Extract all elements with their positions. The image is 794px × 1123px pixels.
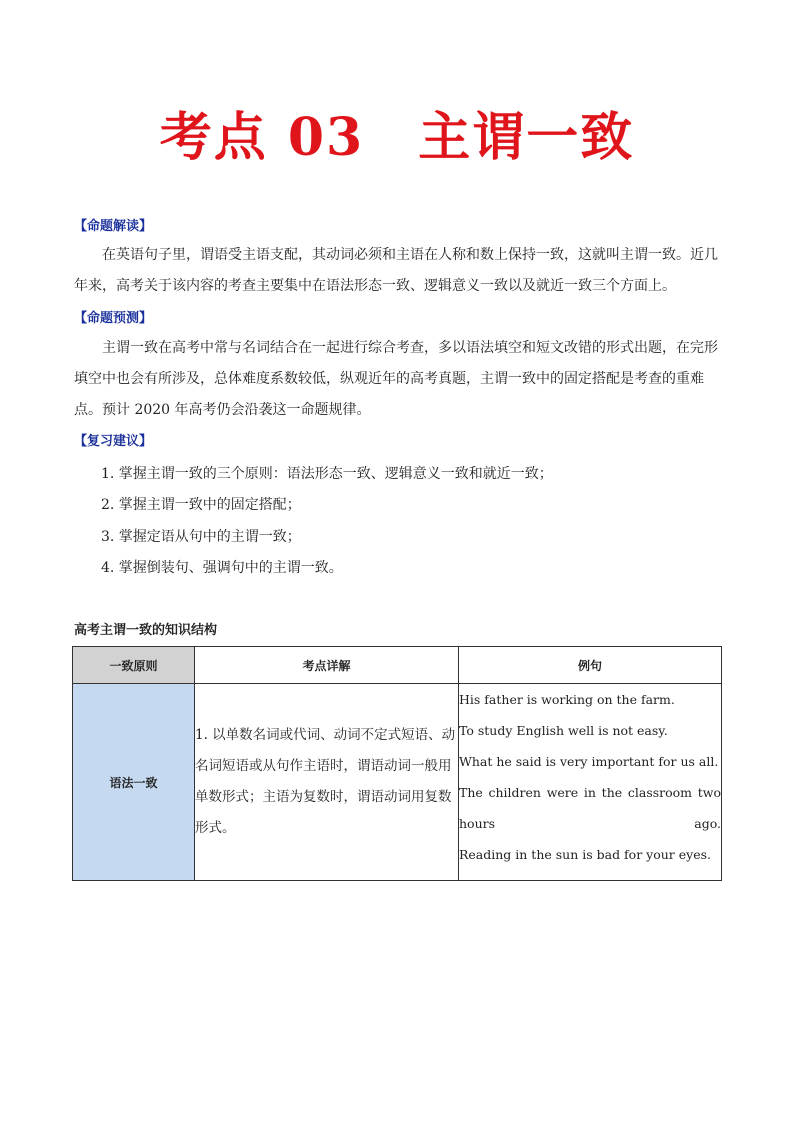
example-sentence: The children were in the classroom two hours ago. [459,785,721,831]
example-sentence: To study English well is not easy. [459,723,668,738]
example-sentence: What he said is very important for us all. [459,754,719,769]
example-sentence: His father is working on the farm. [459,692,675,707]
table-row [73,684,722,881]
review-item: 1. 掌握主谓一致的三个原则：语法形态一致、逻辑意义一致和就近一致； [101,466,553,482]
examples-cell [459,684,722,881]
knowledge-table [72,646,722,881]
table-header-principle: 一致原则 [73,647,195,684]
review-item: 2. 掌握主谓一致中的固定搭配； [101,497,301,513]
table-header-row [73,647,722,684]
review-item: 3. 掌握定语从句中的主谓一致； [101,529,301,545]
section-heading-prediction: 【命题预测】 [74,311,153,326]
title-main: 主谓一致 [418,107,635,168]
prediction-paragraph: 主谓一致在高考中常与名词结合在一起进行综合考查，多以语法填空和短文改错的形式出题，在完形填空中也会有所涉及，总体难度系数较低，纵观近年的高考真题，主谓一致中的固定搭配是考查的重难点。预计 2020 年高考仍会沿袭这一命题规律。 [74,340,718,418]
page-title [0,98,794,178]
review-item: 4. 掌握倒装句、强调句中的主谓一致。 [101,560,343,576]
section-heading-interpretation: 【命题解读】 [74,219,153,234]
interpretation-paragraph: 在英语句子里，谓语受主语支配，其动词必须和主语在人称和数上保持一致，这就叫主谓一致。近几年来，高考关于该内容的考查主要集中在语法形态一致、逻辑意义一致以及就近一致三个方面上。 [74,247,718,294]
example-sentence: Reading in the sun is bad for your eyes. [459,847,711,862]
section-heading-review: 【复习建议】 [74,434,153,449]
table-header-examples: 例句 [459,647,722,684]
detail-cell: 1. 以单数名词或代词、动词不定式短语、动名词短语或从句作主语时，谓语动词一般用单数形式；主语为复数时，谓语动词用复数形式。 [195,684,459,881]
table-header-detail: 考点详解 [195,647,459,684]
title-prefix: 考点 03 [159,107,365,168]
principle-cell: 语法一致 [73,684,195,881]
table-caption: 高考主谓一致的知识结构 [74,623,218,638]
